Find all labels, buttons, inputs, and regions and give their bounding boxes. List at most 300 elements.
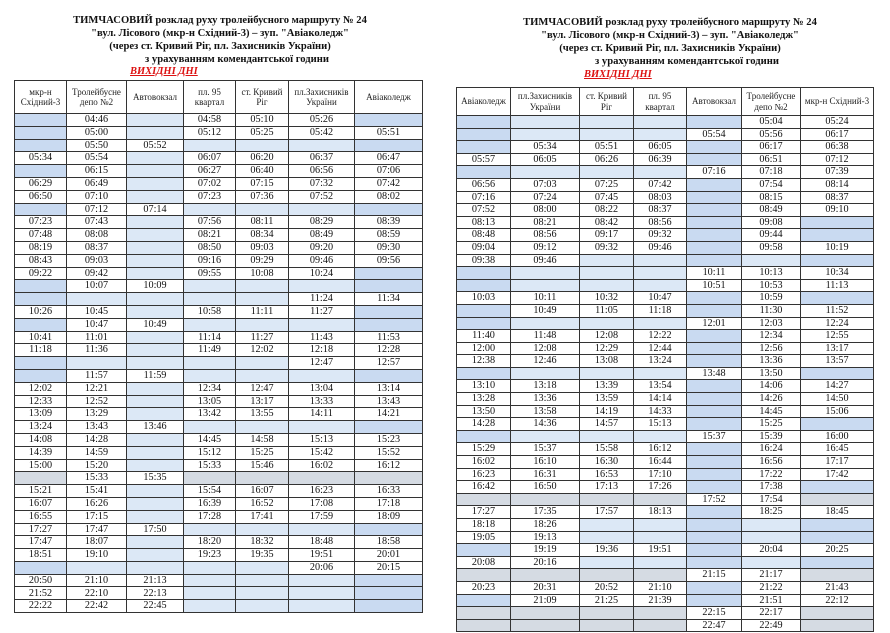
table-row — [457, 607, 874, 620]
departure-time-cell: 06:50 — [15, 190, 67, 203]
table-row — [15, 293, 423, 306]
empty-cell — [236, 139, 289, 152]
departure-time-cell: 11:36 — [67, 344, 127, 357]
departure-time-cell: 20:52 — [580, 581, 634, 594]
left-schedule-table — [14, 80, 423, 613]
departure-time-cell: 15:58 — [580, 443, 634, 456]
departure-time-cell: 07:12 — [67, 203, 127, 216]
departure-time-cell: 16:10 — [511, 456, 580, 469]
departure-time-cell: 14:58 — [236, 433, 289, 446]
departure-time-cell: 19:36 — [580, 544, 634, 557]
empty-cell — [127, 344, 184, 357]
departure-time-cell: 08:39 — [355, 216, 423, 229]
departure-time-cell: 07:36 — [236, 190, 289, 203]
departure-time-cell: 11:57 — [67, 369, 127, 382]
departure-time-cell: 13:33 — [289, 395, 355, 408]
departure-time-cell: 12:02 — [15, 382, 67, 395]
empty-cell — [742, 531, 801, 544]
departure-time-cell: 14:26 — [742, 393, 801, 406]
empty-cell — [511, 569, 580, 582]
departure-time-cell: 07:12 — [801, 153, 874, 166]
departure-time-cell: 05:10 — [236, 114, 289, 127]
departure-time-cell: 20:31 — [511, 581, 580, 594]
departure-time-cell: 17:47 — [67, 523, 127, 536]
departure-time-cell: 12:56 — [742, 342, 801, 355]
departure-time-cell: 12:55 — [801, 330, 874, 343]
departure-time-cell: 10:49 — [127, 318, 184, 331]
empty-cell — [457, 141, 511, 154]
departure-time-cell: 16:53 — [580, 468, 634, 481]
empty-cell — [687, 330, 742, 343]
departure-time-cell: 11:18 — [634, 304, 687, 317]
empty-cell — [289, 318, 355, 331]
empty-cell — [457, 607, 511, 620]
empty-cell — [355, 139, 423, 152]
table-row — [15, 549, 423, 562]
column-header: ст. Кривий Ріг — [580, 88, 634, 116]
empty-cell — [801, 619, 874, 632]
departure-time-cell: 12:03 — [742, 317, 801, 330]
table-row — [457, 519, 874, 532]
departure-time-cell: 17:08 — [289, 497, 355, 510]
empty-cell — [634, 493, 687, 506]
departure-time-cell: 21:13 — [127, 574, 184, 587]
departure-time-cell: 06:17 — [801, 128, 874, 141]
empty-cell — [127, 254, 184, 267]
departure-time-cell: 08:19 — [15, 241, 67, 254]
table-row — [457, 569, 874, 582]
departure-time-cell: 13:55 — [236, 408, 289, 421]
departure-time-cell: 06:07 — [184, 152, 236, 165]
departure-time-cell: 10:41 — [15, 331, 67, 344]
empty-cell — [15, 203, 67, 216]
departure-time-cell: 19:35 — [236, 549, 289, 562]
departure-time-cell: 07:10 — [67, 190, 127, 203]
empty-cell — [184, 369, 236, 382]
empty-cell — [801, 519, 874, 532]
right-title-line-3: (через ст. Кривий Ріг, пл. Захисників України) — [559, 43, 781, 54]
departure-time-cell: 10:13 — [742, 267, 801, 280]
departure-time-cell: 07:14 — [127, 203, 184, 216]
table-row — [15, 305, 423, 318]
departure-time-cell: 09:44 — [742, 229, 801, 242]
departure-time-cell: 06:26 — [580, 153, 634, 166]
empty-cell — [457, 493, 511, 506]
departure-time-cell: 20:04 — [742, 544, 801, 557]
departure-time-cell: 21:25 — [580, 594, 634, 607]
empty-cell — [236, 523, 289, 536]
departure-time-cell: 14:39 — [15, 446, 67, 459]
departure-time-cell: 22:22 — [15, 600, 67, 613]
empty-cell — [511, 430, 580, 443]
empty-cell — [687, 292, 742, 305]
empty-cell — [15, 369, 67, 382]
departure-time-cell: 07:25 — [580, 178, 634, 191]
departure-time-cell: 06:56 — [289, 165, 355, 178]
empty-cell — [355, 523, 423, 536]
empty-cell — [15, 357, 67, 370]
empty-cell — [634, 317, 687, 330]
departure-time-cell: 14:06 — [742, 380, 801, 393]
column-header: Автовокзал — [127, 81, 184, 114]
departure-time-cell: 07:16 — [687, 166, 742, 179]
table-row — [457, 304, 874, 317]
right-schedule-table — [456, 87, 874, 632]
departure-time-cell: 15:41 — [67, 485, 127, 498]
empty-cell — [457, 116, 511, 129]
table-row — [15, 177, 423, 190]
departure-time-cell: 17:22 — [742, 468, 801, 481]
departure-time-cell: 21:22 — [742, 581, 801, 594]
departure-time-cell: 15:52 — [355, 446, 423, 459]
table-row — [15, 126, 423, 139]
departure-time-cell: 10:24 — [289, 267, 355, 280]
departure-time-cell: 22:17 — [742, 607, 801, 620]
empty-cell — [511, 267, 580, 280]
departure-time-cell: 19:05 — [457, 531, 511, 544]
departure-time-cell: 19:13 — [511, 531, 580, 544]
departure-time-cell: 10:09 — [127, 280, 184, 293]
table-row — [457, 267, 874, 280]
table-row — [457, 330, 874, 343]
departure-time-cell: 13:04 — [289, 382, 355, 395]
departure-time-cell: 09:38 — [457, 254, 511, 267]
departure-time-cell: 07:18 — [742, 166, 801, 179]
empty-cell — [742, 254, 801, 267]
departure-time-cell: 15:21 — [15, 485, 67, 498]
departure-time-cell: 09:10 — [801, 204, 874, 217]
table-row — [457, 166, 874, 179]
departure-time-cell: 21:17 — [742, 569, 801, 582]
departure-time-cell: 10:32 — [580, 292, 634, 305]
departure-time-cell: 09:58 — [742, 241, 801, 254]
empty-cell — [67, 293, 127, 306]
departure-time-cell: 21:09 — [511, 594, 580, 607]
table-row — [457, 581, 874, 594]
departure-time-cell: 06:15 — [67, 165, 127, 178]
departure-time-cell: 07:03 — [511, 178, 580, 191]
table-row — [15, 587, 423, 600]
departure-time-cell: 09:16 — [184, 254, 236, 267]
departure-time-cell: 14:36 — [511, 418, 580, 431]
departure-time-cell: 05:54 — [687, 128, 742, 141]
empty-cell — [634, 556, 687, 569]
departure-time-cell: 21:10 — [67, 574, 127, 587]
empty-cell — [289, 587, 355, 600]
departure-time-cell: 21:39 — [634, 594, 687, 607]
departure-time-cell: 15:37 — [511, 443, 580, 456]
departure-time-cell: 16:23 — [457, 468, 511, 481]
departure-time-cell: 06:47 — [355, 152, 423, 165]
departure-time-cell: 15:35 — [127, 472, 184, 485]
empty-cell — [127, 459, 184, 472]
departure-time-cell: 06:56 — [457, 178, 511, 191]
empty-cell — [457, 619, 511, 632]
table-row — [15, 216, 423, 229]
table-row — [15, 114, 423, 127]
empty-cell — [184, 293, 236, 306]
departure-time-cell: 11:59 — [127, 369, 184, 382]
departure-time-cell: 09:08 — [742, 216, 801, 229]
column-header: пл.Захисників України — [511, 88, 580, 116]
departure-time-cell: 12:38 — [457, 355, 511, 368]
empty-cell — [184, 561, 236, 574]
table-row — [15, 165, 423, 178]
departure-time-cell: 21:43 — [801, 581, 874, 594]
column-header: мкр-н Східний-3 — [15, 81, 67, 114]
departure-time-cell: 08:21 — [184, 229, 236, 242]
departure-time-cell: 05:50 — [67, 139, 127, 152]
left-schedule-title — [20, 14, 420, 66]
departure-time-cell: 15:00 — [15, 459, 67, 472]
empty-cell — [801, 493, 874, 506]
table-row — [457, 355, 874, 368]
empty-cell — [236, 293, 289, 306]
empty-cell — [801, 531, 874, 544]
departure-time-cell: 17:35 — [511, 506, 580, 519]
departure-time-cell: 06:05 — [511, 153, 580, 166]
empty-cell — [236, 472, 289, 485]
empty-cell — [184, 139, 236, 152]
empty-cell — [127, 241, 184, 254]
right-title-line-1: ТИМЧАСОВИЙ розклад руху тролейбусного маршруту № 24 — [523, 17, 817, 28]
empty-cell — [580, 279, 634, 292]
column-header: Автовокзал — [687, 88, 742, 116]
departure-time-cell: 15:54 — [184, 485, 236, 498]
departure-time-cell: 08:02 — [355, 190, 423, 203]
departure-time-cell: 17:26 — [634, 481, 687, 494]
empty-cell — [15, 126, 67, 139]
table-row — [15, 357, 423, 370]
departure-time-cell: 14:08 — [15, 433, 67, 446]
empty-cell — [127, 408, 184, 421]
empty-cell — [127, 114, 184, 127]
empty-cell — [15, 472, 67, 485]
empty-cell — [801, 481, 874, 494]
departure-time-cell: 22:13 — [127, 587, 184, 600]
empty-cell — [687, 254, 742, 267]
departure-time-cell: 09:32 — [580, 241, 634, 254]
departure-time-cell: 09:17 — [580, 229, 634, 242]
departure-time-cell: 08:15 — [742, 191, 801, 204]
table-row — [15, 203, 423, 216]
empty-cell — [457, 304, 511, 317]
departure-time-cell: 06:40 — [236, 165, 289, 178]
departure-time-cell: 13:42 — [184, 408, 236, 421]
empty-cell — [355, 318, 423, 331]
empty-cell — [236, 421, 289, 434]
empty-cell — [236, 600, 289, 613]
departure-time-cell: 09:04 — [457, 241, 511, 254]
departure-time-cell: 15:06 — [801, 405, 874, 418]
empty-cell — [127, 165, 184, 178]
departure-time-cell: 14:21 — [355, 408, 423, 421]
departure-time-cell: 20:50 — [15, 574, 67, 587]
empty-cell — [15, 561, 67, 574]
departure-time-cell: 09:46 — [511, 254, 580, 267]
departure-time-cell: 16:33 — [355, 485, 423, 498]
empty-cell — [236, 203, 289, 216]
empty-cell — [184, 600, 236, 613]
empty-cell — [801, 216, 874, 229]
table-row — [457, 430, 874, 443]
departure-time-cell: 21:52 — [15, 587, 67, 600]
empty-cell — [687, 468, 742, 481]
empty-cell — [511, 607, 580, 620]
table-row — [15, 600, 423, 613]
departure-time-cell: 17:28 — [184, 510, 236, 523]
table-row — [457, 141, 874, 154]
departure-time-cell: 16:30 — [580, 456, 634, 469]
departure-time-cell: 20:01 — [355, 549, 423, 562]
departure-time-cell: 13:14 — [355, 382, 423, 395]
empty-cell — [355, 280, 423, 293]
empty-cell — [634, 267, 687, 280]
departure-time-cell: 06:27 — [184, 165, 236, 178]
empty-cell — [127, 152, 184, 165]
departure-time-cell: 15:33 — [184, 459, 236, 472]
table-row — [457, 317, 874, 330]
column-header: Авіаколедж — [355, 81, 423, 114]
departure-time-cell: 10:53 — [742, 279, 801, 292]
departure-time-cell: 10:07 — [67, 280, 127, 293]
departure-time-cell: 07:23 — [184, 190, 236, 203]
departure-time-cell: 12:46 — [511, 355, 580, 368]
departure-time-cell: 11:27 — [289, 305, 355, 318]
empty-cell — [236, 574, 289, 587]
empty-cell — [687, 191, 742, 204]
departure-time-cell: 13:36 — [511, 393, 580, 406]
departure-time-cell: 09:12 — [511, 241, 580, 254]
empty-cell — [457, 594, 511, 607]
departure-time-cell: 07:42 — [634, 178, 687, 191]
departure-time-cell: 12:34 — [742, 330, 801, 343]
departure-time-cell: 20:08 — [457, 556, 511, 569]
empty-cell — [355, 114, 423, 127]
empty-cell — [236, 587, 289, 600]
departure-time-cell: 06:29 — [15, 177, 67, 190]
departure-time-cell: 08:11 — [236, 216, 289, 229]
departure-time-cell: 17:54 — [742, 493, 801, 506]
empty-cell — [457, 569, 511, 582]
empty-cell — [580, 128, 634, 141]
departure-time-cell: 22:15 — [687, 607, 742, 620]
departure-time-cell: 16:07 — [15, 497, 67, 510]
departure-time-cell: 21:10 — [634, 581, 687, 594]
empty-cell — [15, 293, 67, 306]
departure-time-cell: 10:34 — [801, 267, 874, 280]
departure-time-cell: 14:14 — [634, 393, 687, 406]
departure-time-cell: 09:55 — [184, 267, 236, 280]
departure-time-cell: 13:58 — [511, 405, 580, 418]
departure-time-cell: 11:53 — [355, 331, 423, 344]
departure-time-cell: 11:48 — [511, 330, 580, 343]
departure-time-cell: 18:32 — [236, 536, 289, 549]
departure-time-cell: 07:15 — [236, 177, 289, 190]
left-title-line-1: ТИМЧАСОВИЙ розклад руху тролейбусного маршруту № 24 — [73, 15, 367, 26]
departure-time-cell: 18:18 — [457, 519, 511, 532]
empty-cell — [580, 430, 634, 443]
departure-time-cell: 13:17 — [801, 342, 874, 355]
empty-cell — [289, 472, 355, 485]
empty-cell — [801, 292, 874, 305]
departure-time-cell: 06:17 — [742, 141, 801, 154]
departure-time-cell: 07:24 — [511, 191, 580, 204]
empty-cell — [127, 561, 184, 574]
departure-time-cell: 16:00 — [801, 430, 874, 443]
empty-cell — [687, 153, 742, 166]
departure-time-cell: 13:36 — [742, 355, 801, 368]
departure-time-cell: 22:49 — [742, 619, 801, 632]
departure-time-cell: 12:18 — [289, 344, 355, 357]
empty-cell — [511, 493, 580, 506]
empty-cell — [127, 382, 184, 395]
empty-cell — [687, 141, 742, 154]
departure-time-cell: 11:24 — [289, 293, 355, 306]
departure-time-cell: 13:17 — [236, 395, 289, 408]
departure-time-cell: 17:52 — [687, 493, 742, 506]
empty-cell — [184, 318, 236, 331]
departure-time-cell: 19:23 — [184, 549, 236, 562]
empty-cell — [580, 556, 634, 569]
departure-time-cell: 18:58 — [355, 536, 423, 549]
departure-time-cell: 10:08 — [236, 267, 289, 280]
departure-time-cell: 11:11 — [236, 305, 289, 318]
departure-time-cell: 10:58 — [184, 305, 236, 318]
empty-cell — [127, 497, 184, 510]
empty-cell — [511, 166, 580, 179]
departure-time-cell: 10:47 — [634, 292, 687, 305]
departure-time-cell: 09:46 — [289, 254, 355, 267]
departure-time-cell: 16:26 — [67, 497, 127, 510]
empty-cell — [687, 506, 742, 519]
departure-time-cell: 09:29 — [236, 254, 289, 267]
departure-time-cell: 16:44 — [634, 456, 687, 469]
departure-time-cell: 10:59 — [742, 292, 801, 305]
departure-time-cell: 13:10 — [457, 380, 511, 393]
left-header-row — [15, 81, 423, 114]
departure-time-cell: 07:54 — [742, 178, 801, 191]
empty-cell — [289, 139, 355, 152]
left-title-line-3: (через ст. Кривий Ріг, пл. Захисників України) — [109, 41, 331, 52]
table-row — [15, 318, 423, 331]
departure-time-cell: 15:20 — [67, 459, 127, 472]
empty-cell — [355, 305, 423, 318]
departure-time-cell: 10:03 — [457, 292, 511, 305]
column-header: Авіаколедж — [457, 88, 511, 116]
empty-cell — [457, 166, 511, 179]
empty-cell — [634, 166, 687, 179]
empty-cell — [15, 139, 67, 152]
empty-cell — [127, 510, 184, 523]
departure-time-cell: 08:37 — [67, 241, 127, 254]
departure-time-cell: 06:20 — [236, 152, 289, 165]
departure-time-cell: 12:52 — [67, 395, 127, 408]
table-row — [457, 254, 874, 267]
departure-time-cell: 17:18 — [355, 497, 423, 510]
departure-time-cell: 11:40 — [457, 330, 511, 343]
empty-cell — [15, 165, 67, 178]
departure-time-cell: 14:59 — [67, 446, 127, 459]
empty-cell — [67, 561, 127, 574]
empty-cell — [742, 519, 801, 532]
empty-cell — [634, 279, 687, 292]
departure-time-cell: 15:25 — [742, 418, 801, 431]
departure-time-cell: 17:50 — [127, 523, 184, 536]
departure-time-cell: 06:38 — [801, 141, 874, 154]
departure-time-cell: 14:45 — [742, 405, 801, 418]
departure-time-cell: 16:12 — [634, 443, 687, 456]
